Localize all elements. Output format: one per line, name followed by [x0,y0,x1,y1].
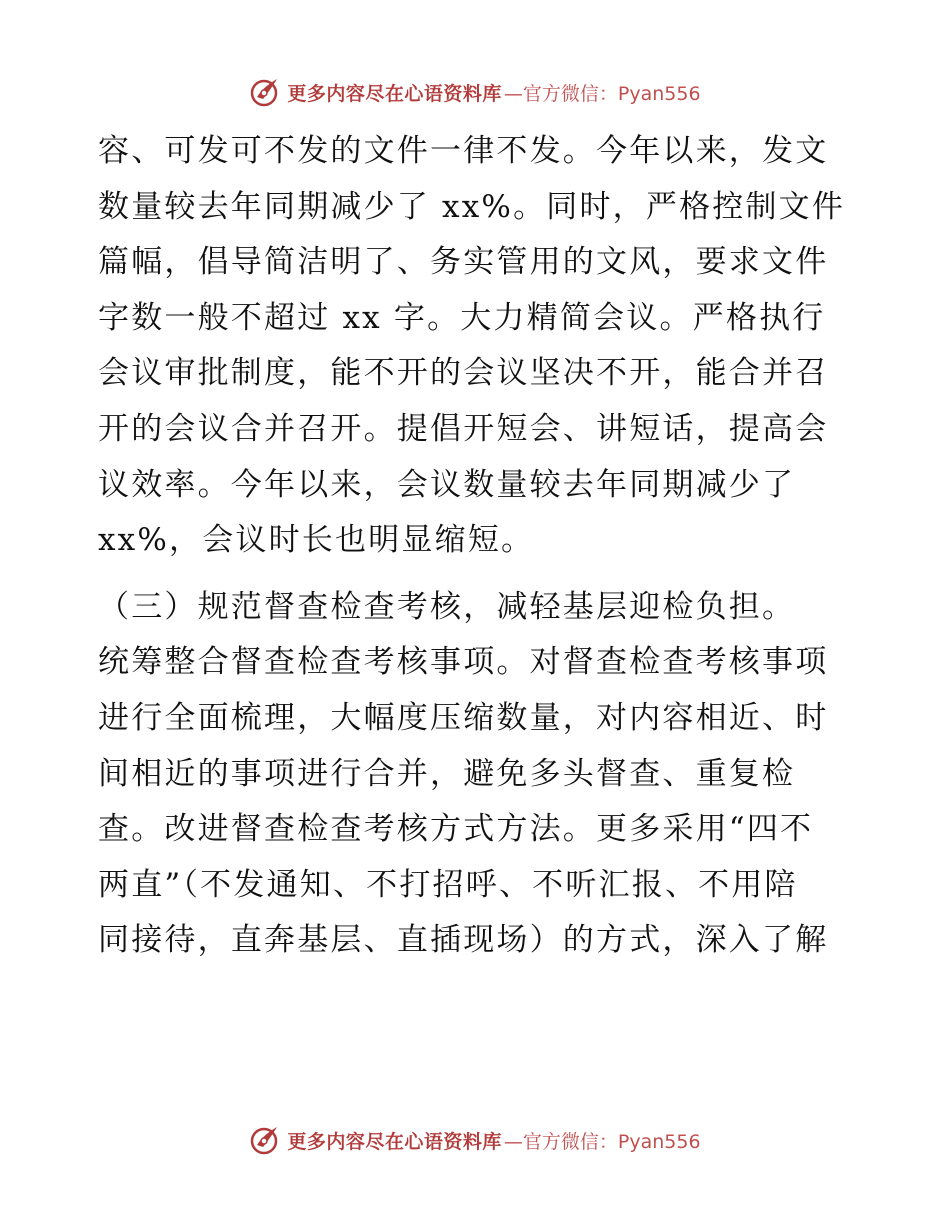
section-heading: （三）规范督查检查考核，减轻基层迎检负担。 [98,588,796,625]
watermark-suffix: —官方微信：Pyan556 [503,82,701,105]
paragraph-2 [98,580,858,969]
document-body [98,124,858,969]
text-line: 会议审批制度，能不开的会议坚决不开，能合并召 [98,355,829,392]
text-line: 容、可发可不发的文件一律不发。今年以来，发文 [98,133,829,169]
text-line: 开的会议合并召开。提倡开短会、讲短话，提高会 [98,410,829,447]
quill-seal-icon [249,1123,283,1157]
footer-watermark [0,1120,950,1160]
text-line: 同接待，直奔基层、直插现场）的方式，深入了解 [98,922,829,959]
paragraph-1 [98,124,858,569]
text-line: xx%，会议时长也明显缩短。 [98,522,535,559]
text-line: 统筹整合督查检查考核事项。对督查检查考核事项 [98,644,829,681]
text-line: 字数一般不超过 xx 字。大力精简会议。严格执行 [98,299,826,336]
text-line: 间相近的事项进行合并，避免多头督查、重复检 [98,755,796,792]
watermark-brand: 更多内容尽在心语资料库 [287,1130,502,1153]
text-line: 议效率。今年以来，会议数量较去年同期减少了 [98,466,796,503]
text-line: 篇幅，倡导简洁明了、务实管用的文风，要求文件 [98,244,829,281]
text-line: 数量较去年同期减少了 xx%。同时，严格控制文件 [98,188,846,225]
quill-seal-icon [249,75,283,109]
watermark-suffix: —官方微信：Pyan556 [503,1130,701,1153]
header-watermark [0,72,950,112]
text-line: 查。改进督查检查考核方式方法。更多采用“四不 [98,811,814,848]
text-line: 两直”（不发通知、不打招呼、不听汇报、不用陪 [98,866,798,903]
text-line: 进行全面梳理，大幅度压缩数量，对内容相近、时 [98,699,829,736]
watermark-brand: 更多内容尽在心语资料库 [287,82,502,105]
